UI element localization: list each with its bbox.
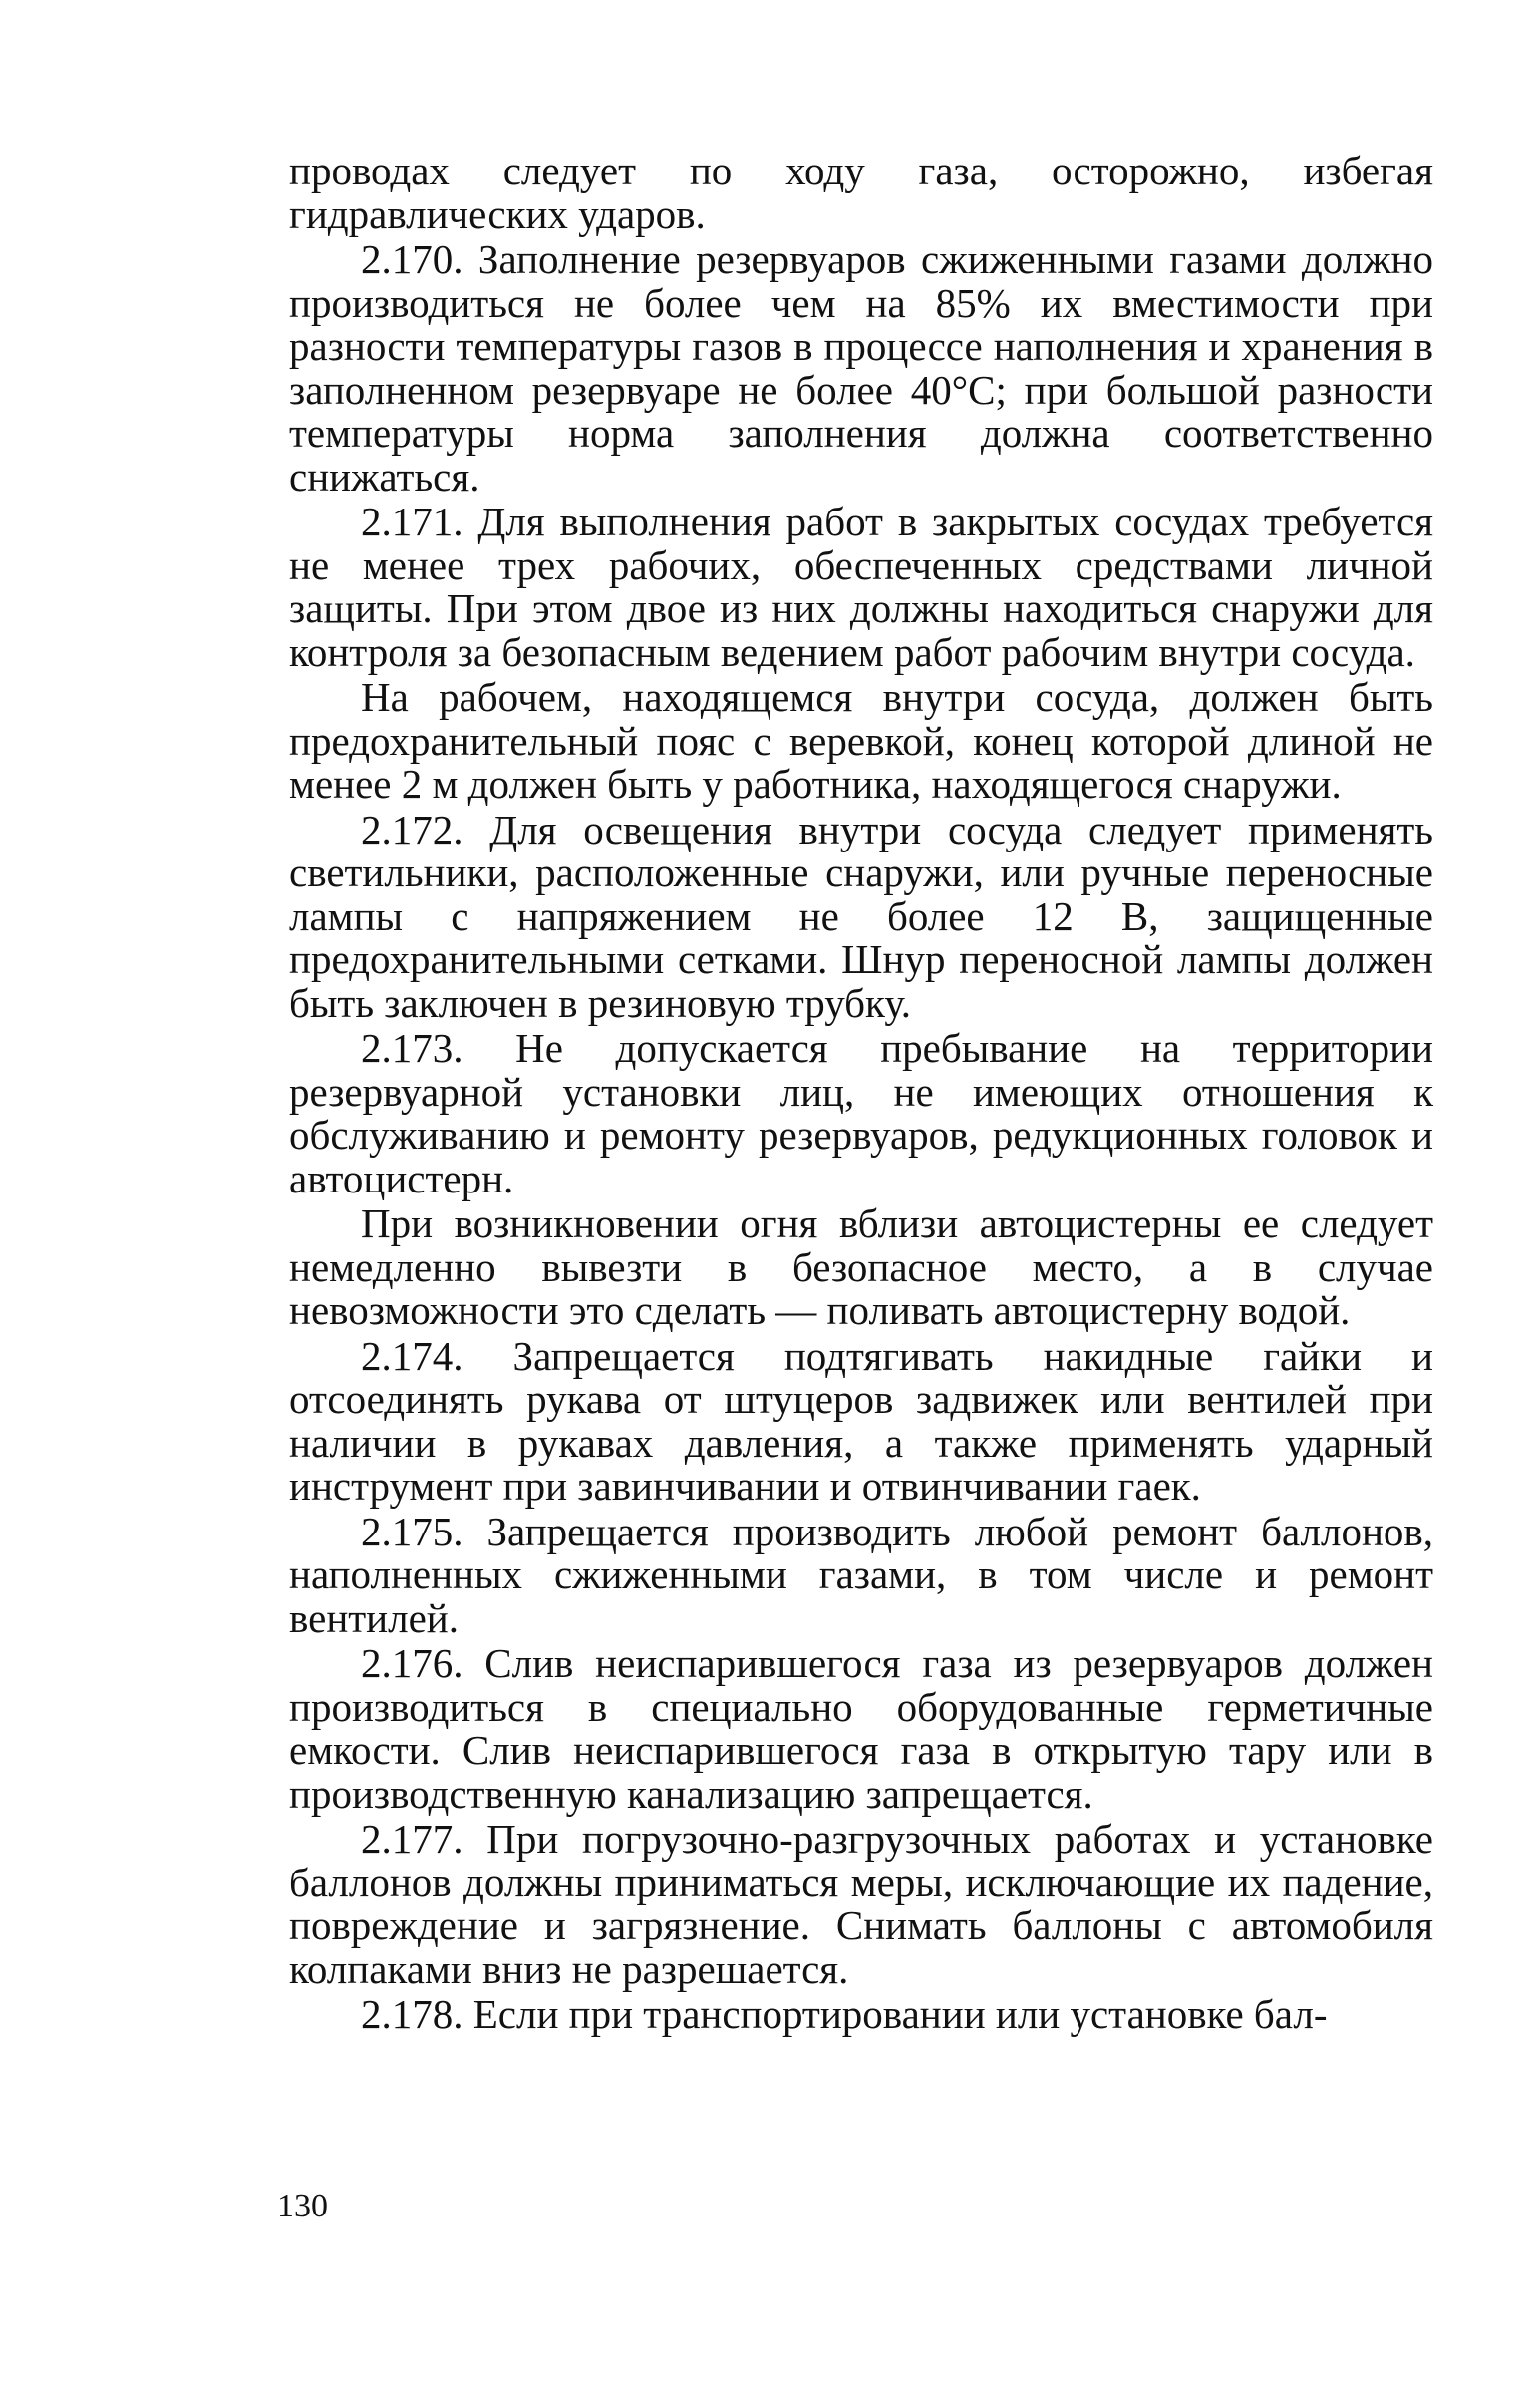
paragraph-2-174: 2.174. Запрещается подтягивать накидные гайки и отсоединять рукава от штуцеров задвижек или вентилей при наличии в рукавах давления, а также применять ударный инструмент при завинчивании и отвинчивании гаек. <box>289 1332 1433 1509</box>
paragraph-2-172: 2.172. Для освещения внутри сосуда следует применять светильники, расположенные снаружи, или ручные переносные лампы с напряжением не более 12 В, защищенные предохранительными сетками. Шнур переносной лампы должен быть заключен в резиновую трубку. <box>289 806 1433 1026</box>
paragraph-2-173: 2.173. Не допускается пребывание на территории резервуарной установки лиц, не имеющих отношения к обслуживанию и ремонту резервуаров, редукционных головок и автоцистерн. <box>289 1025 1433 1201</box>
paragraph-2-178: 2.178. Если при транспортировании или установке бал- <box>361 1991 1328 2037</box>
paragraph-2-177: 2.177. При погрузочно-разгрузочных работах и установке баллонов должны приниматься меры, исключающие их падение, повреждение и загрязнение. Снимать баллоны с автомобиля колпаками вниз не разрешается. <box>289 1816 1433 1992</box>
paragraph-2-171-cont: На рабочем, находящемся внутри сосуда, должен быть предохранительный пояс с веревкой, конец которой длиной не менее 2 м должен быть у работника, находящегося снаружи. <box>289 674 1433 807</box>
paragraph-2-173-cont: При возникновении огня вблизи автоцистерны ее следует немедленно вывезти в безопасное место, а в случае невозможности это сделать — поливать автоцистерну водой. <box>289 1200 1433 1333</box>
page-body <box>289 150 1433 2037</box>
paragraph-continuation: проводах следует по ходу газа, осторожно, избегая гидравлических ударов. <box>289 148 1433 237</box>
paragraph-2-175: 2.175. Запрещается производить любой ремонт баллонов, наполненных сжиженными газами, в том числе и ремонт вентилей. <box>289 1508 1433 1641</box>
page-number: 130 <box>277 2188 328 2224</box>
paragraph-2-170: 2.170. Заполнение резервуаров сжиженными газами должно производиться не более чем на 85% их вместимости при разности температуры газов в процессе наполнения и хранения в заполненном резервуаре не более 40°С; при большой разности температуры норма заполнения должна соответственно снижаться. <box>289 236 1433 500</box>
paragraph-2-171: 2.171. Для выполнения работ в закрытых сосудах требуется не менее трех рабочих, обеспеченных средствами личной защиты. При этом двое из них должны находиться снаружи для контроля за безопасным ведением работ рабочим внутри сосуда. <box>289 499 1433 675</box>
paragraph-2-176: 2.176. Слив неиспарившегося газа из резервуаров должен производиться в специально оборудованные герметичные емкости. Слив неиспарившегося газа в открытую тару или в производственную канализацию запрещается. <box>289 1640 1433 1817</box>
